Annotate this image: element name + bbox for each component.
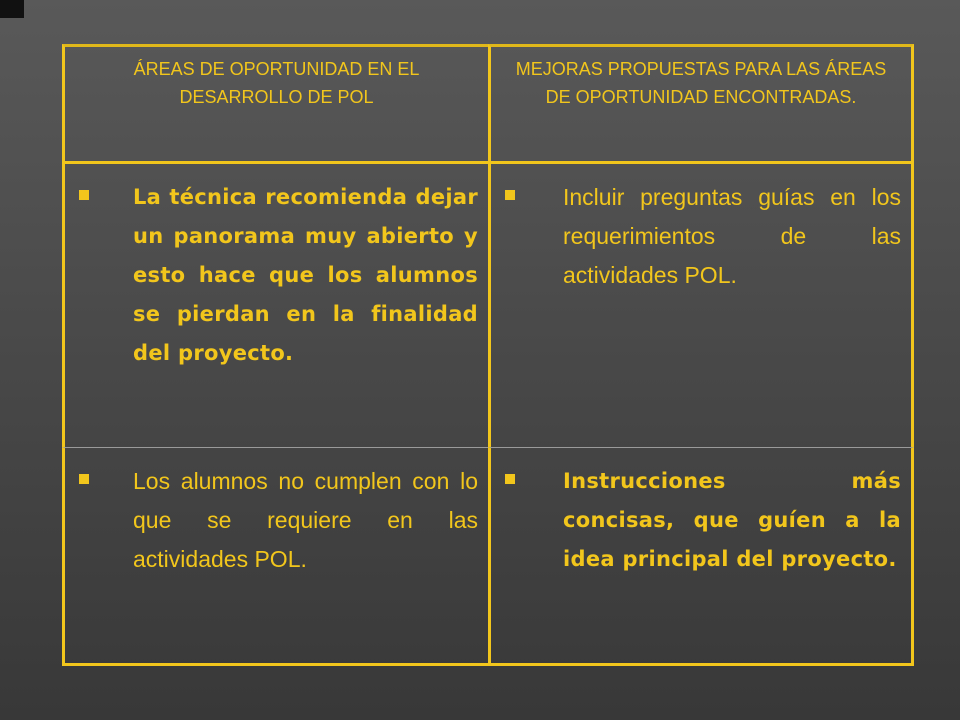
list-item [65, 448, 488, 579]
item-text: Los alumnos no cumplen con lo que se requiere en las actividades POL. [133, 468, 478, 572]
header-cell-areas [62, 44, 488, 161]
table-cell-row1-left [62, 161, 488, 447]
header-mejoras: MEJORAS PROPUESTAS PARA LAS ÁREAS DE OPORTUNIDAD ENCONTRADAS. [515, 59, 887, 107]
header-cell-mejoras [488, 44, 914, 161]
item-text: Instrucciones más concisas, que guíen a la idea principal del proyecto. [563, 469, 901, 571]
table-cell-row2-left [62, 447, 488, 666]
table-cell-row1-right [488, 161, 914, 447]
item-text: La técnica recomienda dejar un panorama muy abierto y esto hace que los alumnos se pierdan en la finalidad del proyecto. [133, 185, 478, 365]
square-bullet-icon [505, 190, 515, 200]
square-bullet-icon [79, 190, 89, 200]
table-cell-row2-right [488, 447, 914, 666]
item-text: Incluir preguntas guías en los requerimientos de las actividades POL. [563, 184, 901, 288]
square-bullet-icon [505, 474, 515, 484]
list-item [65, 164, 488, 373]
list-item [491, 448, 911, 579]
list-item [491, 164, 911, 295]
corner-mark [0, 0, 24, 18]
square-bullet-icon [79, 474, 89, 484]
opportunity-table [62, 44, 914, 666]
header-areas: ÁREAS DE OPORTUNIDAD EN EL DESARROLLO DE POL [133, 59, 420, 107]
